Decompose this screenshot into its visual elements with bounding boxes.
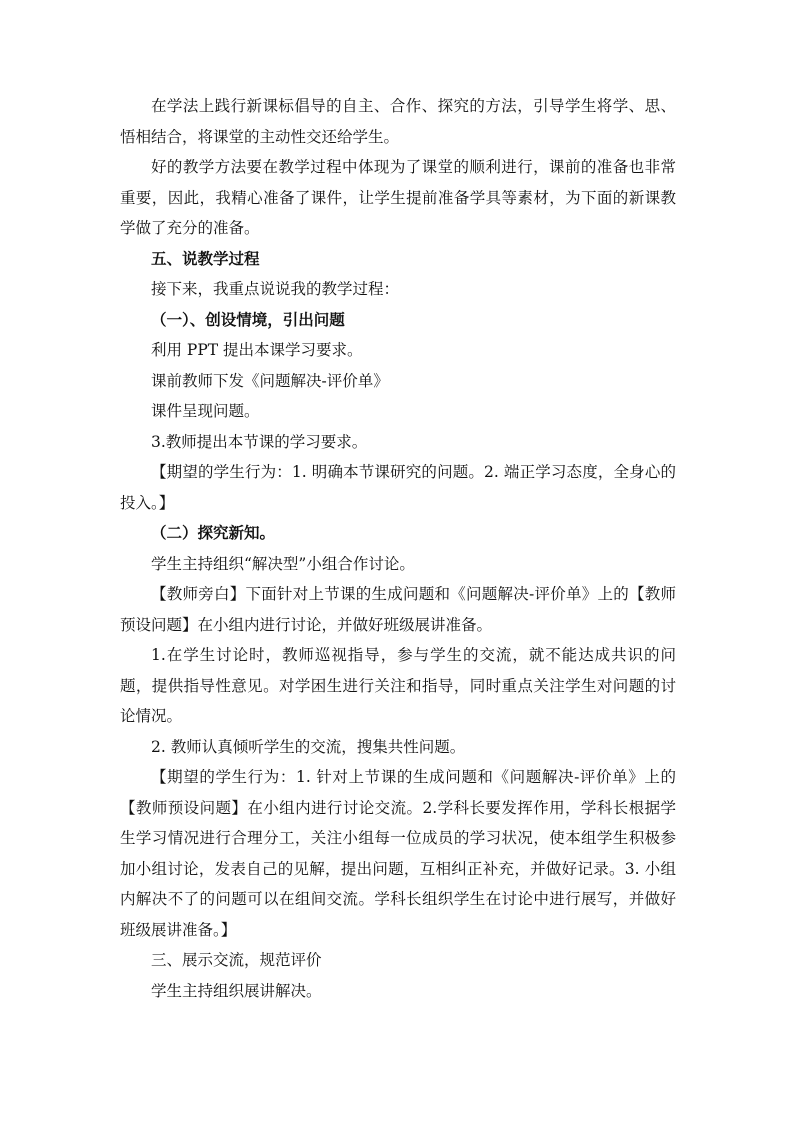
paragraph-handout: 课前教师下发《问题解决-评价单》: [151, 371, 389, 390]
paragraph-learning-method: 在学法上践行新课标倡导的自主、合作、探究的方法，引导学生将学、思、悟相结合，将课堂的主动性交还给学生。: [120, 97, 676, 146]
section-heading-teaching-process: 五、说教学过程: [151, 248, 260, 268]
subsection-heading-explore: （二）探究新知。: [151, 523, 276, 542]
subsection-heading-create-scenario: （一）、创设情境，引出问题: [151, 309, 345, 329]
paragraph-courseware: 课件呈现问题。: [151, 402, 260, 420]
paragraph-teacher-guidance: 1.在学生讨论时，教师巡视指导，参与学生的交流，就不能达成共识的问题，提供指导性意见。对学困生进行关注和指导，同时重点关注学生对问题的讨论情况。: [120, 646, 676, 725]
paragraph-teacher-aside: 【教师旁白】下面针对上节课的生成问题和《问题解决-评价单》上的【教师预设问题】在小组内进行讨论，并做好班级展讲准备。: [120, 585, 676, 634]
paragraph-group-discussion: 学生主持组织“解决型”小组合作讨论。: [151, 554, 415, 573]
paragraph-intro: 接下来，我重点说说我的教学过程：: [151, 280, 400, 298]
paragraph-teacher-listen: 2. 教师认真倾听学生的交流，搜集共性问题。: [151, 737, 466, 756]
paragraph-expected-behavior-1: 【期望的学生行为：1. 明确本节课研究的问题。2. 端正学习态度，全身心的投入。】: [120, 463, 676, 512]
paragraph-requirements: 3.教师提出本节课的学习要求。: [151, 432, 368, 451]
paragraph-ppt: 利用 PPT 提出本课学习要求。: [151, 341, 363, 359]
section-heading-display-exchange: 三、展示交流，规范评价: [151, 951, 322, 969]
paragraph-teaching-method: 好的教学方法要在教学过程中体现为了课堂的顺利进行，课前的准备也非常重要，因此，我精心准备了课件，让学生提前准备学具等素材，为下面的新课教学做了充分的准备。: [120, 158, 676, 237]
document-body: [120, 91, 676, 1006]
paragraph-expected-behavior-2: 【期望的学生行为：1. 针对上节课的生成问题和《问题解决-评价单》上的【教师预设问题】在小组内进行讨论交流。2.学科长要发挥作用，学科长根据学生学习情况进行合理分工，关注小组每一位成员的学习状况，使本组学生积极参加小组讨论，发表自己的见解，提出问题，互相纠正补充，并做好记录。3. 小组内解决不了的问题可以在组间交流。学科长组织学生在讨论中进行展写，并做好班级展讲准备。】: [120, 768, 676, 939]
paragraph-student-presentation: 学生主持组织展讲解决。: [151, 981, 322, 1000]
